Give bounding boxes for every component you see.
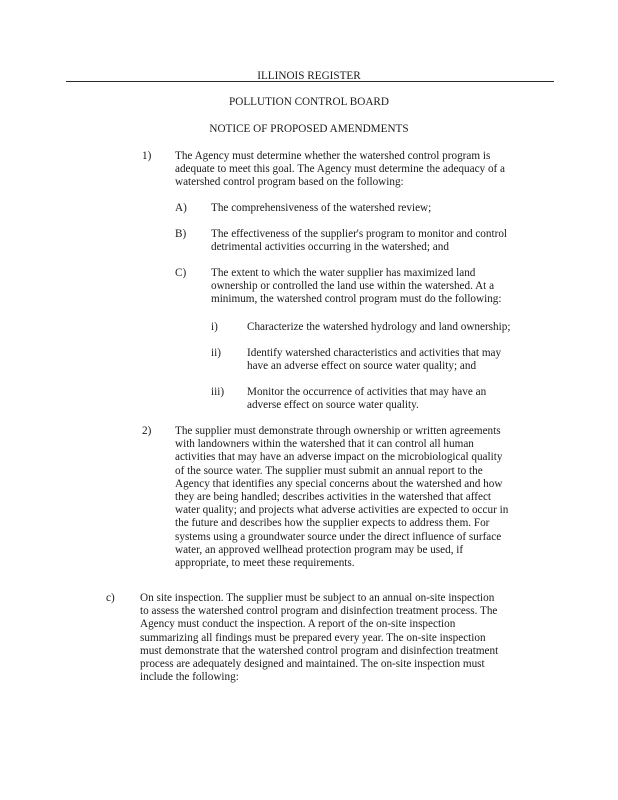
text-line: must demonstrate that the watershed control program and disinfection treatment (140, 644, 499, 657)
item-a-label: A) (175, 202, 187, 214)
item-ii-label: ii) (211, 347, 221, 359)
notice-title: NOTICE OF PROPOSED AMENDMENTS (209, 123, 409, 135)
text-line: the future and describes how the supplier expects to address them. For (175, 517, 490, 530)
text-line: The Agency must determine whether the watershed control program is (175, 150, 491, 162)
text-line: watershed control program based on the following: (175, 176, 404, 189)
text-line: adequate to meet this goal. The Agency must determine the adequacy of a (175, 163, 506, 176)
item-c-text (140, 592, 498, 684)
item-1-text (175, 150, 505, 190)
text-line: adverse effect on source water quality. (247, 399, 419, 412)
text-line: Agency that identifies any special concerns about the watershed and how (175, 477, 503, 490)
text-line: The comprehensiveness of the watershed review; (211, 202, 432, 214)
text-line: include the following: (140, 671, 239, 684)
text-line: Agency must conduct the inspection. A report of the on-site inspection (140, 618, 456, 631)
text-line: ownership or controlled the land use within the watershed. At a (211, 280, 495, 293)
text-line: systems using a groundwater source under the direct influence of surface (175, 530, 502, 543)
text-line: water quality; and projects what adverse activities are expected to occur in (175, 504, 509, 517)
item-c-upper-label: C) (175, 267, 187, 279)
item-2-label: 2) (142, 425, 152, 437)
text-line: Monitor the occurrence of activities that may have an (247, 386, 487, 398)
item-c-upper-text (211, 267, 502, 307)
text-line: The supplier must demonstrate through ownership or written agreements (175, 425, 501, 437)
item-i-label: i) (211, 321, 218, 333)
text-line: Characterize the watershed hydrology and land ownership; (247, 321, 511, 333)
item-b-label: B) (175, 228, 187, 240)
item-c-label: c) (106, 592, 115, 604)
text-line: The extent to which the water supplier has maximized land (211, 267, 476, 279)
text-line: The effectiveness of the supplier's program to monitor and control (211, 228, 508, 240)
text-line: On site inspection. The supplier must be subject to an annual on-site inspection (140, 592, 495, 604)
text-line: they are being handled; describes activities in the watershed that affect (175, 491, 492, 504)
item-iii-label: iii) (211, 386, 225, 398)
text-line: to assess the watershed control program and disinfection treatment process. The (140, 605, 498, 618)
item-iii-text (247, 386, 486, 412)
text-line: activities that may have an adverse impact on the microbiological quality (175, 451, 503, 464)
text-line: have an adverse effect on source water quality; and (247, 360, 477, 373)
item-1-label: 1) (142, 150, 152, 162)
text-line: detrimental activities occurring in the watershed; and (211, 241, 449, 254)
item-ii-text (247, 347, 501, 373)
text-line: of the source water. The supplier must submit an annual report to the (175, 464, 483, 477)
text-line: summarizing all findings must be prepared every year. The on-site inspection (140, 631, 486, 644)
item-i-text (247, 321, 510, 334)
text-line: minimum, the watershed control program must do the following: (211, 293, 502, 306)
board-title: POLLUTION CONTROL BOARD (229, 96, 389, 108)
text-line: water, an approved wellhead protection program may be used, if (175, 543, 464, 556)
text-line: process are adequately designed and maintained. The on-site inspection must (140, 658, 485, 671)
item-b-text (211, 228, 507, 254)
text-line: Identify watershed characteristics and activities that may (247, 347, 502, 359)
text-line: appropriate, to meet these requirements. (175, 557, 355, 570)
register-title: ILLINOIS REGISTER (257, 70, 361, 82)
text-line: with landowners within the watershed that it can control all human (175, 438, 474, 451)
item-2-text (175, 425, 508, 570)
item-a-text (211, 202, 431, 215)
